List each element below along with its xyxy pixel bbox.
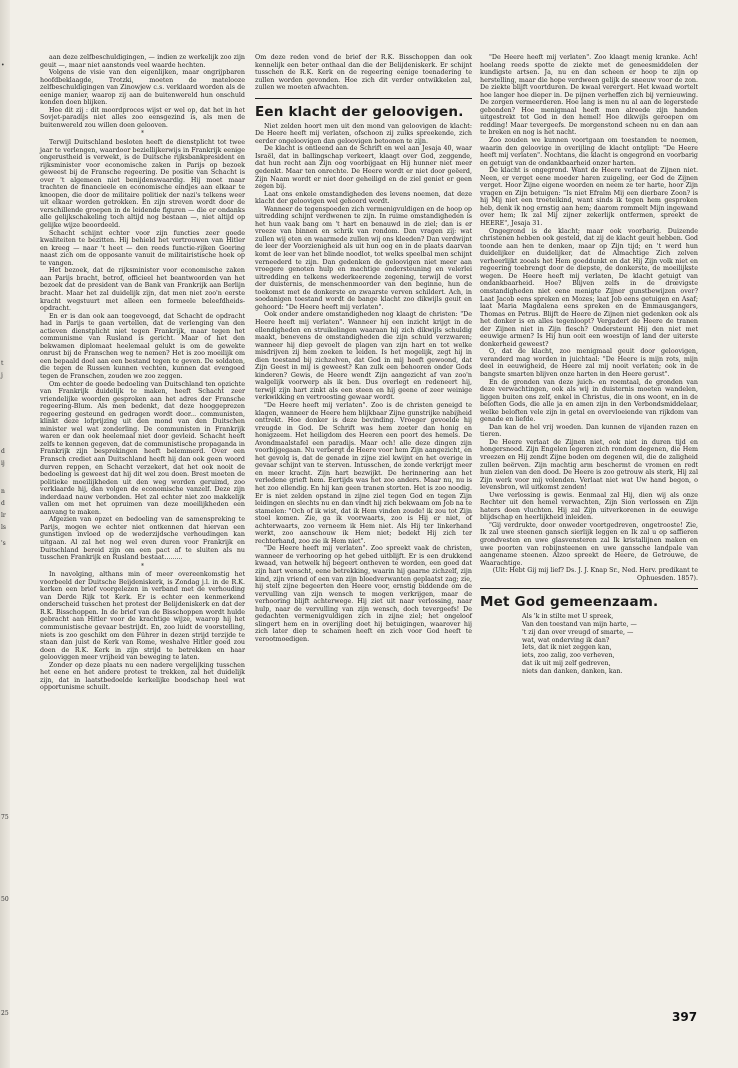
poem-line: iets, zoo zalig, zoo verheven, bbox=[522, 652, 615, 660]
column-left bbox=[40, 54, 245, 692]
poem-line: 't zij dan over vreugd of smarte, — bbox=[522, 628, 634, 636]
paragraph: Zoo zouden we kunnen voortgaan om toestanden te noemen, waarin den geloovige in overijling de klacht ontglipt: "De Heere heeft mij verlaten". Nochtans, die klacht is ongegrond en voorbarig en getuigt van de ondankbaarheid onzer harten. bbox=[480, 137, 698, 167]
paragraph: "Gij verdrukte, door onweder voortgedreven, ongetrooste! Zie, Ik zal uwe steenen gansch sierlijk leggen en Ik zal u op saffieren grondvesten en uwe glasvensteren zal Ik kristallijnen maken en uwe poorten van robijnsteenen en uwe ganssche landpale van aangename steenen. Alzoo spreekt de Heere, de Getrouwe, de Waarachtige. bbox=[480, 521, 698, 567]
margin-mark: 50 bbox=[1, 896, 9, 903]
paragraph: In navolging, althans min of meer overeenkomstig het voorbeeld der Duitsche Beijdeniskerk, is Zondag j.l. in de R.K. kerken een brief voorgelezen in verband met de verhouding van Derde Rijk tot Kerk. Er is echter een kenmerkend onderscheid tusschen het protest der Belijdeniskerk en dat der R.K. Bisschoppen. In de brief van de Bisschoppen wordt hulde gebracht aan Hitler voor de krachtige wijze, waarop hij het communistische gevaar bestrijdt. En, zoo luidt de voorstelling, niets is zoo geschikt om den Führer in dezen strijd terzijde te staan dan juist de Kerk van Rome, weshalve Hitler goed zou doen de R.K. Kerk in zijn strijd te betrekken en haar gelooviggen meer vrijheid van beweging te laten. bbox=[40, 571, 245, 662]
paragraph: Terwijl Duitschland besloten heeft de dienstplicht tot twee jaar te verlengen, waardoor beziellijkerwijs in Frankrijk eenige ongerustheid is verwekt, is de Duitsche rijksbankpresident en rijksminister voor economische zaken in Parijs op bezoek geweest bij de Fransche regeering. De positie van Schacht is over 't algemeen niet benijdenswaardig. Hij moet maar trachten de financieele en economische eindjes aan elkaar te knoopen, die door de militaire politiek der nazi's telkens weer uit elkaar worden getrokken. En zijn streven wordt door de verschillende groepen in de leidende figuren — die er ondanks alle gelijkschakeling toch altijd nog bestaan —, niet altijd op gelijke wijze beoordeeld. bbox=[40, 139, 245, 230]
article-title: Een klacht der geloovigen. bbox=[255, 103, 464, 120]
paragraph: Dan kan de hel vrij woeden. Dan kunnen de vijanden razen en tieren. bbox=[480, 423, 698, 439]
margin-mark: 75 bbox=[1, 814, 9, 821]
poem-line: dat ik uit mij zelf gedreven, bbox=[522, 660, 611, 668]
paragraph: En de gronden van deze juich- en roemtaal, de gronden van deze verwachtingen, ook als wij in duisternis moeten wandelen, liggen buiten ons zelf, enkel in Christus, die in ons woont, en in de beloften Gods, die alle ja en amen zijn in den Verbondsmiddelaar, welke beloften vele zijn in getal en overvloeiende van rijkdom van genade en liefde. bbox=[480, 378, 698, 424]
paragraph: Ongegrond is de klacht; maar ook voorbarig. Duizende christenen hebben ook gesteld, dat zij de klacht geuit hebben. God toonde aan hen te denken, maar op Zijn tijd; en 't werd hun duidelijker en duidelijker, dat de Almachtige Zich zelven verheerlijkt zooals het Hem goeddunkt en dat Hij Zijn volk niet en regeering toebrengt door de diepste, de donkerste, de moeilijkste wegen. De Heere heeft mij verlaten, De klacht getuigt van ondankbaarheid. Hoe? Blijven zelfs in de drœvigste omstandigheden niet eene menigte Zijner gunstbewijzen over? Laat Jacob eens spreken en Mozes; laat Job eens getuigen en Asaf; laat Maria Magdalena eens spreken en de Emmausgangers, Thomas en Petrus. Blijft de Heere de Zijnen niet gedenken ook als het donker is en alles tegenloopt? Vergadert de Heere de tranen der Zijnen niet in Zijn flesch? Ondersteunt Hij den niet met eeuwige armen? Is Hij hun ooit een woestijn of land der uiterste donkerheid geweest? bbox=[480, 227, 698, 348]
margin-mark: ls bbox=[1, 524, 6, 531]
paragraph: Laat ons enkele omstandigheden des levens noemen, dat deze klacht der geloovigen wel gehoord wordt. bbox=[255, 190, 472, 206]
intro-paragraph: Om deze reden vond de brief der R.K. Bisschoppen dan ook kennelijk een beter onthaal dan die der Belijdeniskerk. Er schijnt tusschen de R.K. Kerk en de regeering eenige toenadering te zullen worden gevonden. Hoe zich dit verder ontwikkelen zal, zullen we moeten afwachten. bbox=[255, 54, 472, 92]
paragraph: Om echter de goede bedoeling van Duitschland ten opzichte van Frankrijk duidelijk te maken, heeft Schacht zeer vriendelijke woorden gesproken aan het adres der Fransche regeering-Blum. Als men bedenkt, dat deze hooggeprezen regeering gesteund en gedragen wordt door... communisten, klinkt deze lofprijzing uit den mond van den Duitschen minister wel wat zonderling. De communisten in Frankrijk waren er dan ook heelemaal niet door gevleid. Schacht heeft zelfs te kennen gegeven, dat de communistische propaganda in Frankrijk zijn besprekingen heeft belemmerd. Over een Fransch crediet aan Duitschland heeft hij dan ook geen woord durven reppen, en Schacht verzekert, dat het ook nooit de bedoeling is geweest dat hij dit wel zou doen. Brest moeten de politieke moeilijkheden uit den weg worden geruimd, zoo verklaarde hij, dan volgen de economische vanzelf. Deze zijn inderdaad nauw verbonden. Het zal echter niet zoo makkelijk vallen om met het opruimen van deze moeilijkheden een aanvang te maken. bbox=[40, 380, 245, 516]
poem-line: Als 'k in stilte met U spreek, bbox=[522, 613, 614, 621]
page-number: 397 bbox=[672, 1010, 698, 1024]
paragraph: "De Heere heeft mij verlaten". Zoo is de christen geneigd te klagen, wanneer de Heere hem blijkbaar Zijne gunstrijke nabijheid onttrekt. Hoe donker is deze bevinding. Vroeger gevoelde hij vreugde in God. De Schrift was hem zoeter dan honig en honigzeem. Het heiligdom des Heeren een poort des hemels. De Avondmaalstafel een paradijs. Maar och! alle deze dingen zijn voorbijgegaan. Nu verbergt de Heere voor hem Zijn aangezicht, en het gevolg is, dat de genade in zijne ziel kwijnt en het overige in gevaar schijnt van te sterven. Intusschen, de zonde verkrijgt meer en meer kracht. Zijn hart bezwijkt. De herinnering aan het verledene grieft hem. Eertijds was het zoo anders. Maar nu, nu is het zoo ellendig. En hij kan geen tranen storten. Het is zoo noodig. Er is niet zelden opstand in zijne ziel tegen God en tegen Zijn leidingen en slechts nu en dan vindt hij zich bekwaam om Job na te stamelen: "Och of ik wist, dat ik Hem vinden zoude! ik zou tot Zijn stoel komen. Zie, ga ik voorwaarts, zoo is Hij er niet, of achterwaarts, zoo verneem ik Hem niet. Als Hij ter linkerhand werkt, zoo aanschouw ik Hem niet; bedekt Hij zich ter rechterhand, zoo zie ik Hem niet". bbox=[255, 401, 472, 545]
paragraph: aan deze zelfbeschuldigingen, — indien ze werkelijk zoo zijn geuit —, maar niet aanstonds veel waarde hechten. bbox=[40, 54, 245, 69]
margin-marks bbox=[1, 0, 11, 1068]
margin-mark: d bbox=[1, 448, 5, 455]
divider bbox=[480, 588, 698, 589]
margin-mark: ij bbox=[1, 460, 5, 467]
margin-mark: • bbox=[1, 62, 5, 69]
poem-line: wat, wat onderving ik dan? bbox=[522, 636, 610, 644]
column-middle bbox=[255, 54, 472, 643]
paragraph: "De Heere heeft mij verlaten". Zoo klaagt menig kranke. Ach! hoelang reeds spotte de ziekte met de geneesmiddelen der kundigste artsen. Ja, nu en dan scheen er hoop te zijn op herstelling, maar die hope verdween gelijk de sneeuw voor de zon. De ziekte blijft voortduren. De kwaal verergert. Het kwaad wortelt hoe langer hoe dieper in. De pijnen verheffen zich bij vernieuwing. De zorgen vermeerderen. Hoe lang is men nu al aan de legerstede gebonden? Hoe menigmaal heeft men alreede zijn handen uitgestrekt tot God in den hemel! Hoe dikwijls geroepen om redding! Maar tevergeefs. De morgenstond scheen nu en dan aan te breken en nog is het nacht. bbox=[480, 54, 698, 137]
margin-mark: d bbox=[1, 500, 5, 507]
paragraph: O, dat de klacht, zoo menigmaal geuit door geloovigen, veranderd mag worden in juichtaal: "De Heere is mijn rots, mijn deel in eeuwigheid, de Heere zal mij nooit verlaten; ook in de bangste smarten blijven onze harten in den Heere gerust". bbox=[480, 348, 698, 378]
article-continuation bbox=[480, 54, 698, 567]
paragraph: Schacht schijnt echter voor zijn functies zeer goede kwaliteiten te bezitten. Hij behield het vertrouwen van Hitler en kreeg — naar 't heet — den reeds functie-rijken Goering naast zich om de opposante vanuit de militairistische hoek op te vangen. bbox=[40, 229, 245, 267]
divider bbox=[255, 98, 472, 99]
paragraph: Het bezoek, dat de rijksminister voor economische zaken aan Parijs bracht, betrof, officieel het beantwoorden van het bezoek dat de president van de Bank van Frankrijk aan Berlijn bracht. Maar het zal duidelijk zijn, dat men niet zoo'n eerste kracht wegstuurt met alleen een formeele beleefdheids-opdracht. bbox=[40, 267, 245, 313]
paragraph: "De Heere heeft mij verlaten". Zoo spreekt vaak de christen, wanneer de verhooring op het gebed uitblijft. Er is een drukkend kwaad, van hetwelk hij begeert ontheven te worden, een goed dat zijn hart wenscht, eene betrekking, waarin hij gaarne zichzelf, zijn kind, zijn vriend of een van zijn bloedverwanten geplaatst zag; zie, hij stelt zijne begeerten den Heere voor, ernstig biddende om de vervulling van zijn wensch te mogen verkrijgen, maar de verhooring blijft achterwege. Hij ziet uit naar verlossing, naar hulp, naar de vervulling van zijn wensch, doch tevergeefs! De gedachten vermenigvuldigen zich in zijne ziel; het ongeloof slingert hem en in overijling doet hij betuigingen, waarover hij zich later diep te schamen heeft en zich voor God heeft te verootmoedigen. bbox=[255, 545, 472, 643]
section-separator: * bbox=[141, 562, 144, 570]
paragraph: Zonder op deze plaats nu een nadere vergelijking tusschen het eene en het andere protest te trekken, zal het duidelijk zijn, dat in laatstbedoelde kerkelijke boodschap heel wat opportunisme schuilt. bbox=[40, 661, 245, 692]
article-body bbox=[255, 123, 472, 644]
paragraph: Ook onder andere omstandigheden nog klaagt de christen: "De Heere heeft mij verlaten". Wanneer hij een inzicht krijgt in de ellendigheden en struikelingen waaraan hij zich dikwijls schuldig maakt, benevens de omstandigheden die zijn schuld verzwaren; wanneer hij diep gevoelt de plagen van zijn hart en tot welke misdrijven zij hem zoeken te leiden. Is het mogelijk, zegt hij in dien toestand bij zichzelven, dat God in mij heeft gewoond, dat Zijn Geest in mij is geweest? Kan zulk een behooren onder Gods kinderen? Gewis, de Heere wendt Zijn aangezicht af van zoo'n walgelijk voorwerp als ik ben. Dus overlegt en redeneert hij, terwijl zijn hart zinkt als een steen en hij geene of zeer weinige verkwikking en vertroosting gewaar wordt. bbox=[255, 311, 472, 402]
paragraph: De klacht is ontleend aan de Schrift en wel aan Jesaja 40, waar Israël, dat in ballingschap verkeert, klaagt over God, zeggende, dat hun recht aan Zijn oog voorbijgaat en Hij hunner niet meer gedenkt. Maar ten onrechte. De Heere wordt er niet door geëerd, Zijn Naam wordt er niet door geheiligd en de ziel geniet er geen zegen bij. bbox=[255, 145, 472, 191]
poem bbox=[480, 613, 698, 675]
paragraph: Volgens de visie van den eigenlijken, maar ongrijpbaren hoofdbeklaagde, Trotzki, moeten de matelooze zelfbeschuldigingen van Zinowjew c.s. verklaard worden als de eenige manier, waarop zij aan de buitenwereld hun onschuld konden doen blijken. bbox=[40, 69, 245, 107]
margin-mark: 25 bbox=[1, 1010, 9, 1017]
margin-mark: n bbox=[1, 488, 5, 495]
column-right bbox=[480, 54, 698, 676]
source-citation: (Uit: Hebt Gij mij lief? Ds. J. J. Knap Sr., Ned. Herv. predikant te Ophuesden. 1857). bbox=[492, 567, 698, 582]
margin-mark: j bbox=[1, 372, 3, 379]
paragraph: Niet zelden hoort men uit den mond van geloovigen de klacht: De Heere heeft mij verlaten, ofschoon zij zulks spreekende, zich eerder ongeloovigen dan geloovigen betoonen te zijn. bbox=[255, 122, 472, 145]
paragraph: Uwe verlossing is gewis. Eenmaal zal Hij, dien wij als onze Rechter uit den hemel verwachten, Zijn Sion verlossen en Zijn haters doen vluchten. Hij zal Zijn uitverkorenen in de eeuwige blijdschap en heerlijkheid inleiden. bbox=[480, 491, 698, 522]
poem-line: niets dan danken, danken, kan. bbox=[522, 667, 623, 675]
poem-line: Iets, dat ik niet zeggen kan, bbox=[522, 644, 612, 652]
paragraph: Hoe dit zij : dit moordproces wijst er wel op, dat het in het Sovjet-paradijs niet alles zoo eensgezind is, als men de buitenwereld zou willen doen gelooven. bbox=[40, 106, 245, 129]
margin-mark: lr bbox=[1, 512, 6, 519]
margin-mark: t bbox=[1, 360, 4, 367]
margin-mark: 's bbox=[1, 540, 6, 547]
paragraph: Afgezien van opzet en bedoeling van de samenspreking te Parijs, mogen we echter niet ontkennen dat hiervan een gunstigen invloed op de wederzijdsche verhoudingen kan uitgaan. Al zal het nog wel even duren voor Frankrijk en Duitschland bereid zijn om een pact af te sluiten als nu tusschen Frankrijk en Rusland bestaat......... bbox=[40, 516, 245, 562]
paragraph: Wanneer de tegenspoeden zich vermenigvuldigen en de hoop op uitredding schijnt verdwenen te zijn. In ruime omstandigheden is het hun vaak bang om 't hart en benauwd in de ziel; dan is er vreeze van binnen en schrik van rondom. Dan vragen zij: wat zullen wij eten en waarmede zullen wij ons kleeden? Dan verdwijnt de leer der Voorzienigheid als uit hun oog en in de plaats daarvan komt de leer van het blinde noodlot, tot welks speelbal men schijnt verneederd te zijn. Dan gedenken de geloovigen niet meer aan vroegere genoten hulp en machtige ondersteuning en velerlei uitredding en telkens wederkeerende zegening, terwijl de vorst der duisternis, de menschenmoorder van den beginne, hun de toekomst met de donkerste en zwaarste verven schildert. Ach, in soodanigen toestand wordt de bange klacht zoo dikwijls geuit en gehoord: "De Heere heeft mij verlaten". bbox=[255, 205, 472, 311]
paragraph: De klacht is ongegrond. Want de Heere verlaat de Zijnen niet. Neen, er verget eene moeder haren zuigeling, eer God de Zijnen verget. Hoor Zijne eigene woorden en neem ze ter harte, hoor Zijn vragen en Zijn betuigen: "Is niet Efraïm Mij een dierbare Zoon? is hij Mij niet een troeteikind, want sinds ik tegen hem gesproken heb, denk ik nog ernstig aan hem; daarom rommelt Mijn ingewand over hem; Ik zal Mij zijner zekerlijk ontfermen, spreekt de HEERE", Jesaja 31. bbox=[480, 167, 698, 228]
poem-line: Van den toestand van mijn harte, — bbox=[522, 621, 637, 629]
paragraph: En er is dan ook aan toegevoegd, dat Schacht de opdracht had in Parijs te gaan vertellen, dat de verlenging van den actieven dienstplicht niet tegen Frankrijk, maar tegen het communisme van Rusland is gericht. Maar of het den bekwamen diplomaat heelemaal gelukt is om de gewekte onrust bij de Franschen weg te nemen? Het is zoo moeilijk om een bepaald doel aan een bestand tegen te geven. De soldaten, die tegen de Russen kunnen vechten, kunnen dat evengoed tegen de Franschen, zouden we zoo zeggen. bbox=[40, 312, 245, 380]
poem-title: Met God gemeenzaam. bbox=[480, 594, 659, 611]
section-separator: * bbox=[141, 130, 144, 138]
paragraph: De Heere verlaat de Zijnen niet, ook niet in duren tijd en hongersnood. Zijn Engelen legeren zich rondom degenen, die Hem vreezen en Hij zendt Zijne boden om degenen wil, die de zaligheid zullen beërven. Zijn machtig arm beschermt de vromen en redt hun zielen van den dood. De Heere is zoo getrouw als sterk, Hij zal Zijn werk voor mij volenden. Verlaat niet wat Uw hand begon, o levensbron, wil uitkomst zenden! bbox=[480, 438, 698, 492]
